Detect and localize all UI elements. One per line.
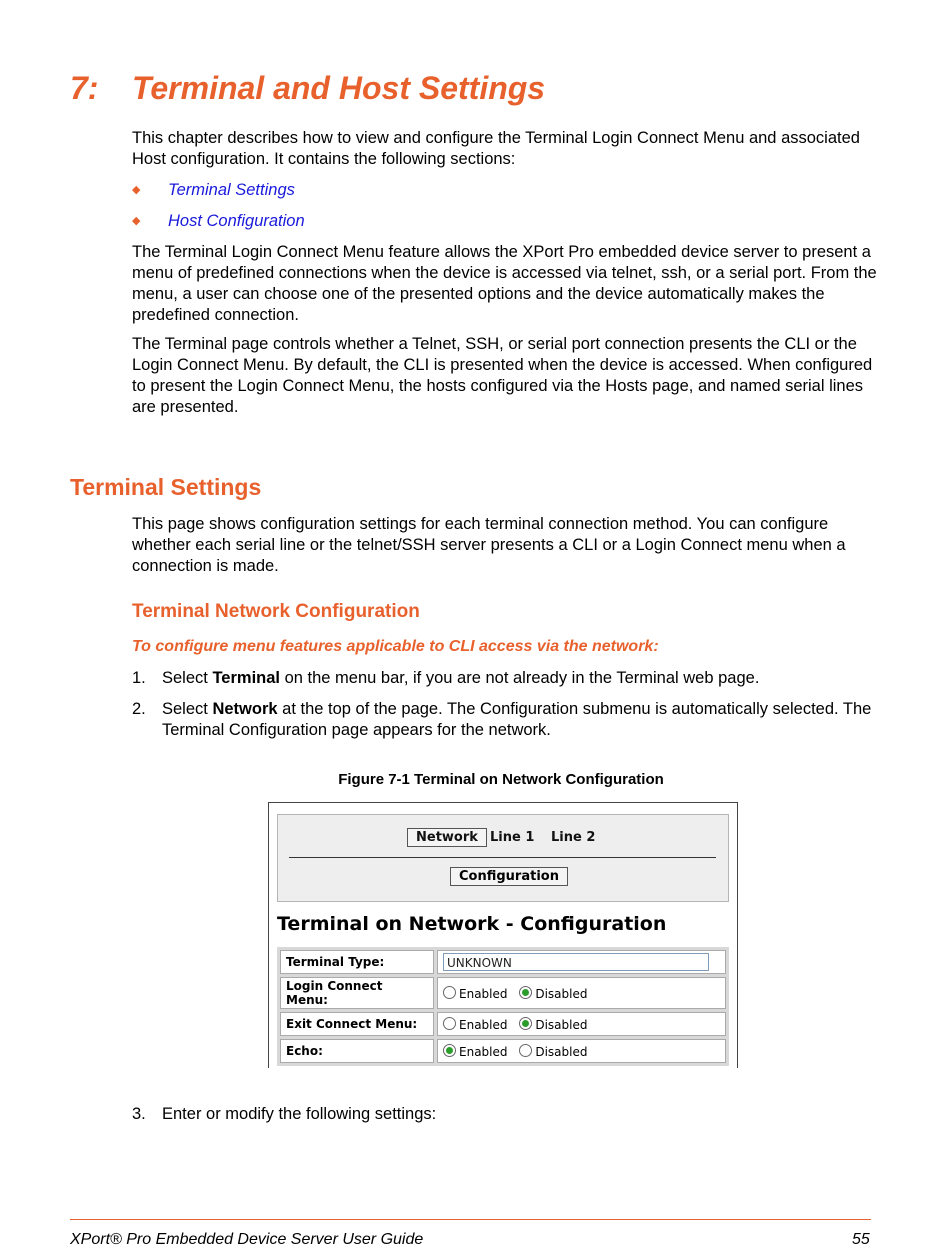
terminal-type-input[interactable]: UNKNOWN xyxy=(443,953,709,971)
echo-disabled-option[interactable]: Disabled xyxy=(519,1045,587,1059)
chapter-title xyxy=(70,70,545,107)
step-number: 2. xyxy=(132,700,146,718)
terminal-config-table xyxy=(277,947,729,1066)
step-2 xyxy=(132,699,877,741)
section-list-item xyxy=(132,180,295,201)
row-label: Terminal Type: xyxy=(280,950,434,974)
exit-connect-disabled-option[interactable]: Disabled xyxy=(519,1018,587,1032)
submenu-configuration-button[interactable]: Configuration xyxy=(450,867,568,886)
radio-unchecked-icon[interactable] xyxy=(519,1044,532,1057)
section-heading-terminal-settings: Terminal Settings xyxy=(70,474,262,500)
step-text: on the menu bar, if you are not already in the Terminal web page. xyxy=(280,669,760,687)
echo-enabled-option[interactable]: Enabled xyxy=(443,1045,508,1059)
step-text: Select xyxy=(162,669,213,687)
link-terminal-settings[interactable]: Terminal Settings xyxy=(168,181,295,199)
footer-divider xyxy=(70,1219,871,1220)
login-connect-enabled-option[interactable]: Enabled xyxy=(443,987,508,1001)
row-label: Exit Connect Menu: xyxy=(280,1012,434,1036)
page-number: 55 xyxy=(852,1231,870,1248)
link-host-configuration[interactable]: Host Configuration xyxy=(168,212,305,230)
row-value xyxy=(437,1012,726,1036)
section-list-item xyxy=(132,211,305,232)
row-label: Login Connect Menu: xyxy=(280,977,434,1009)
table-row xyxy=(280,977,726,1009)
chapter-title-text: Terminal and Host Settings xyxy=(132,70,546,106)
table-row xyxy=(280,1039,726,1063)
terminal-settings-paragraph: This page shows configuration settings for each terminal connection method. You can configure whether each serial line or the telnet/SSH server presents a CLI or a Login Connect menu when a connection is made. xyxy=(132,515,846,575)
diamond-bullet-icon: ◆ xyxy=(132,215,141,227)
step-number: 3. xyxy=(132,1105,146,1123)
config-page-title: Terminal on Network - Configuration xyxy=(277,913,667,935)
row-label: Echo: xyxy=(280,1039,434,1063)
step-ui-term: Network xyxy=(212,700,278,718)
terminal-menu-panel xyxy=(277,814,729,902)
tab-line-1[interactable]: Line 1 xyxy=(490,830,535,845)
paragraph-terminal-page: The Terminal page controls whether a Telnet, SSH, or serial port connection presents the CLI or the Login Connect Menu. By default, the CLI is presented when the device is accessed. When configured to present the Login Connect Menu, the hosts configured via the Hosts page, and named serial lines are presented. xyxy=(132,335,873,416)
procedure-title: To configure menu features applicable to CLI access via the network: xyxy=(132,638,659,655)
paragraph-login-connect-menu: The Terminal Login Connect Menu feature allows the XPort Pro embedded device server to present a menu of predefined connections when the device is accessed via telnet, ssh, or a serial port. From the menu, a user can choose one of the presented options and the device automatically makes the predefined connection. xyxy=(132,243,877,324)
radio-checked-icon[interactable] xyxy=(443,1044,456,1057)
chapter-number: 7: xyxy=(70,70,99,106)
tab-network[interactable]: Network xyxy=(407,828,487,847)
exit-connect-enabled-option[interactable]: Enabled xyxy=(443,1018,508,1032)
step-text: Select xyxy=(162,700,213,718)
step-text: at the top of the page. The Configuration submenu is automatically selected. The Terminal Configuration page appears for the network. xyxy=(162,700,872,739)
radio-checked-icon[interactable] xyxy=(519,986,532,999)
row-value xyxy=(437,1039,726,1063)
radio-checked-icon[interactable] xyxy=(519,1017,532,1030)
intro-paragraph: This chapter describes how to view and configure the Terminal Login Connect Menu and associated Host configuration. It contains the following sections: xyxy=(132,129,860,168)
subheading-terminal-network-configuration: Terminal Network Configuration xyxy=(132,601,420,622)
step-ui-term: Terminal xyxy=(212,669,280,687)
row-value xyxy=(437,977,726,1009)
step-1 xyxy=(132,668,877,689)
step-3 xyxy=(132,1104,877,1125)
table-row xyxy=(280,1012,726,1036)
figure-caption: Figure 7-1 Terminal on Network Configuration xyxy=(338,771,664,788)
row-value xyxy=(437,950,726,974)
figure-screenshot xyxy=(268,802,738,1068)
tab-line-2[interactable]: Line 2 xyxy=(551,830,596,845)
table-row xyxy=(280,950,726,974)
step-text: Enter or modify the following settings: xyxy=(162,1105,437,1123)
menu-divider xyxy=(289,857,716,858)
radio-unchecked-icon[interactable] xyxy=(443,1017,456,1030)
login-connect-disabled-option[interactable]: Disabled xyxy=(519,987,587,1001)
step-number: 1. xyxy=(132,669,146,687)
diamond-bullet-icon: ◆ xyxy=(132,184,141,196)
radio-unchecked-icon[interactable] xyxy=(443,986,456,999)
footer-document-title: XPort® Pro Embedded Device Server User Guide xyxy=(70,1231,424,1248)
